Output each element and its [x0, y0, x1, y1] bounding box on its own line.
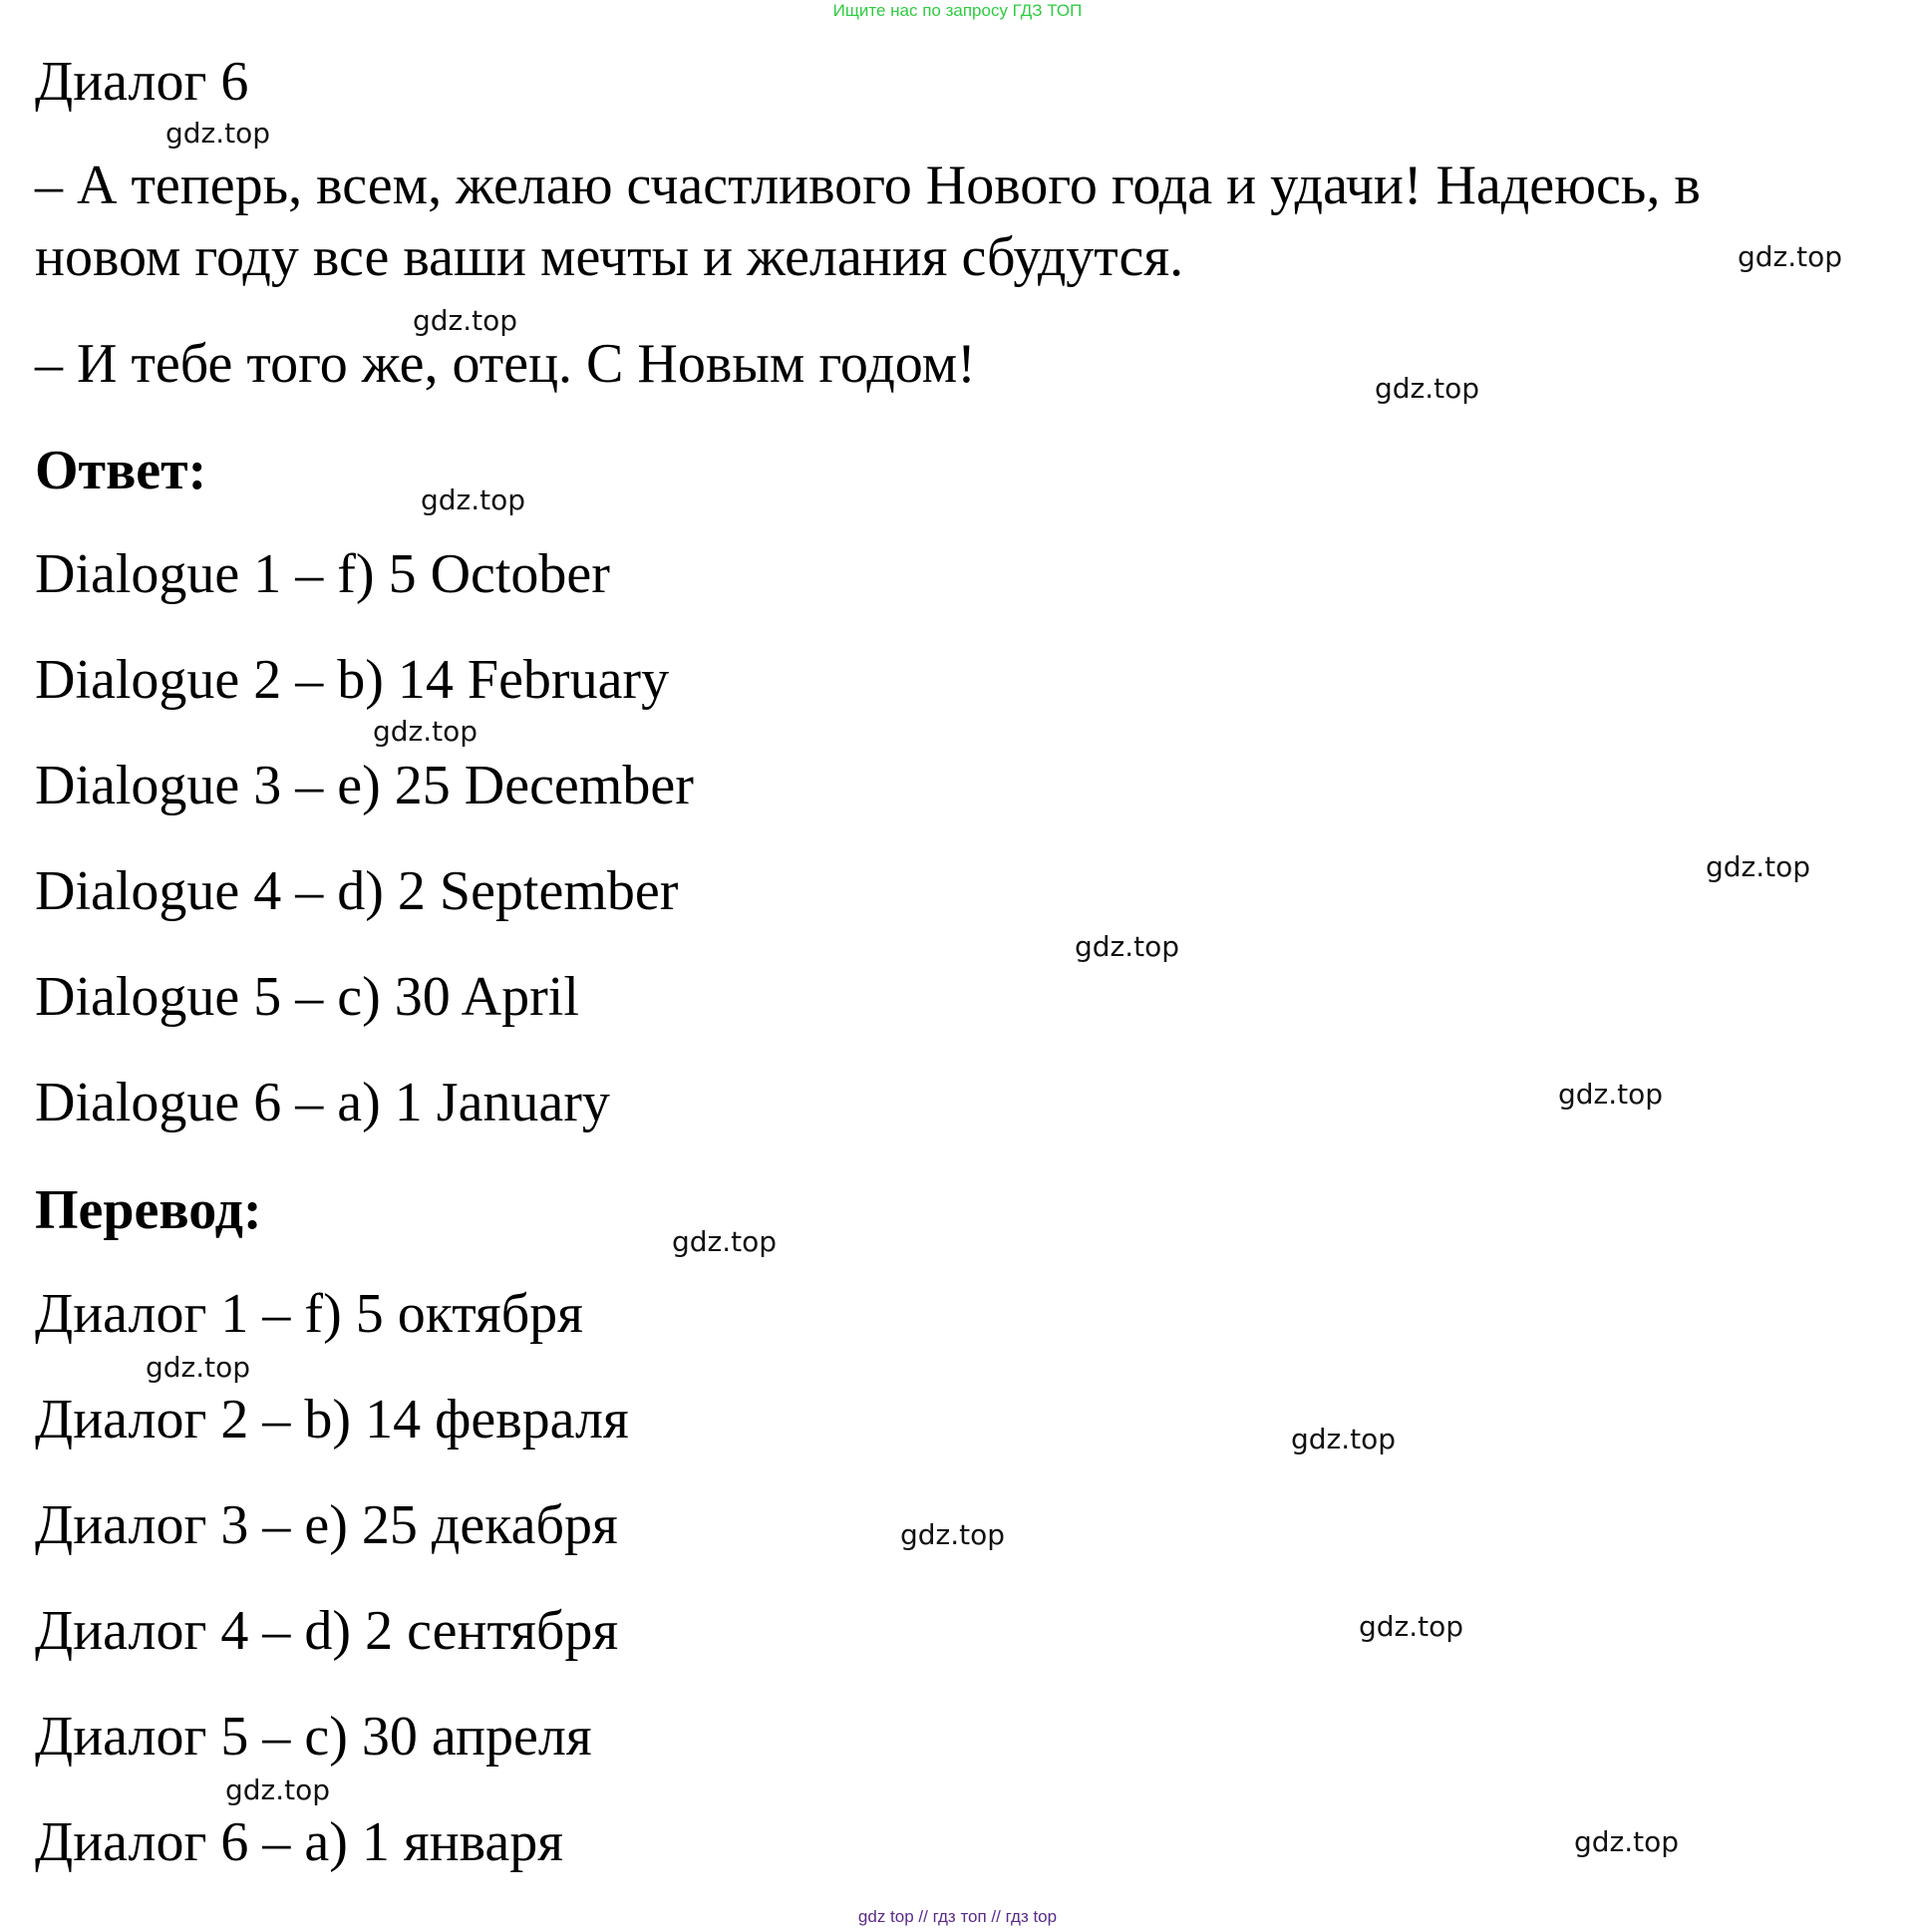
- answer-item-1: Dialogue 1 – f) 5 October: [35, 543, 610, 605]
- watermark: gdz.top: [1359, 1610, 1464, 1643]
- translation-item-3: Диалог 3 – e) 25 декабря: [35, 1494, 618, 1556]
- footer-links: gdz top // гдз топ // гдз top: [857, 1907, 1058, 1926]
- watermark: gdz.top: [165, 117, 271, 150]
- translation-item-4: Диалог 4 – d) 2 сентября: [35, 1600, 619, 1662]
- watermark: gdz.top: [421, 483, 526, 516]
- answer-item-6: Dialogue 6 – a) 1 January: [35, 1072, 610, 1133]
- answer-item-4: Dialogue 4 – d) 2 September: [35, 860, 679, 922]
- watermark: gdz.top: [1574, 1825, 1680, 1858]
- watermark: gdz.top: [1558, 1078, 1664, 1111]
- watermark: gdz.top: [1738, 240, 1843, 273]
- translation-item-5: Диалог 5 – c) 30 апреля: [35, 1706, 592, 1768]
- watermark: gdz.top: [146, 1351, 251, 1384]
- translation-item-2: Диалог 2 – b) 14 февраля: [35, 1389, 629, 1450]
- answer-item-5: Dialogue 5 – c) 30 April: [35, 966, 579, 1028]
- watermark: gdz.top: [373, 715, 479, 748]
- search-hint: Ищите нас по запросу ГДЗ ТОП: [832, 1, 1083, 20]
- watermark: gdz.top: [413, 304, 518, 337]
- answer-heading: Ответ:: [35, 440, 207, 501]
- translation-heading: Перевод:: [35, 1179, 262, 1241]
- watermark: gdz.top: [1375, 372, 1480, 405]
- dialogue-6-line-1b: новом году все ваши мечты и желания сбудутся.: [35, 226, 1184, 288]
- dialogue-6-line-2: – И тебе того же, отец. С Новым годом!: [35, 333, 976, 395]
- answer-item-3: Dialogue 3 – e) 25 December: [35, 755, 694, 816]
- watermark: gdz.top: [1075, 930, 1180, 963]
- translation-item-1: Диалог 1 – f) 5 октября: [35, 1283, 583, 1345]
- answer-item-2: Dialogue 2 – b) 14 February: [35, 649, 670, 711]
- dialogue-6-title: Диалог 6: [35, 51, 249, 113]
- watermark: gdz.top: [225, 1773, 331, 1806]
- watermark: gdz.top: [1706, 850, 1811, 883]
- watermark: gdz.top: [672, 1225, 778, 1258]
- watermark: gdz.top: [1291, 1423, 1397, 1455]
- dialogue-6-line-1a: – А теперь, всем, желаю счастливого Нового года и удачи! Надеюсь, в: [35, 155, 1701, 216]
- watermark: gdz.top: [900, 1518, 1006, 1551]
- translation-item-6: Диалог 6 – a) 1 января: [35, 1811, 563, 1873]
